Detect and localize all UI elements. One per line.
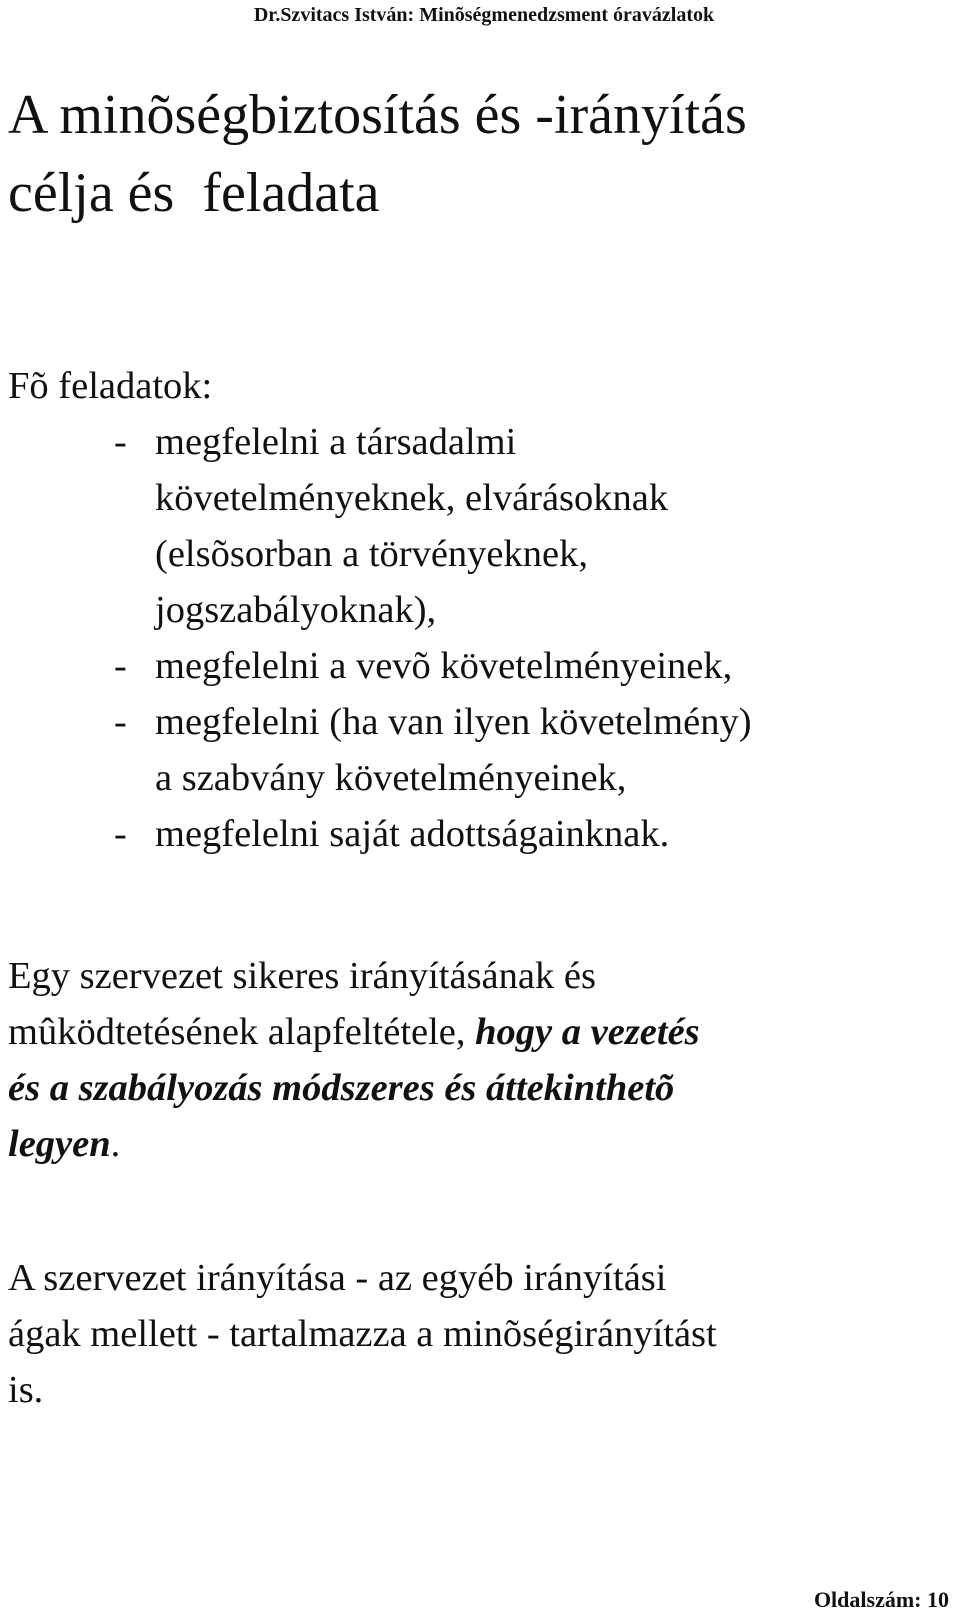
task-dash: -: [114, 701, 127, 743]
task-dash: -: [114, 645, 127, 687]
task-line: megfelelni (ha van ilyen követelmény): [155, 701, 752, 743]
main-tasks-label: Fõ feladatok:: [8, 365, 213, 407]
page-title: [8, 76, 948, 232]
paragraph-line: Egy szervezet sikeres irányításának és: [8, 955, 596, 997]
task-line: a szabvány követelményeinek,: [155, 757, 627, 799]
task-item-2: [8, 638, 948, 694]
emphasized-text: hogy a vezetés: [475, 1011, 700, 1053]
title-line-2: célja és feladata: [8, 162, 380, 224]
emphasized-text: legyen: [8, 1123, 111, 1165]
paragraph-line: ágak mellett - tartalmazza a minõségirányítást: [8, 1313, 717, 1355]
main-tasks-section: [8, 358, 948, 862]
task-line: követelményeknek, elvárásoknak: [155, 477, 669, 519]
page-number: Oldalszám: 10: [813, 1587, 949, 1612]
page-header: Dr.Szvitacs István: Minõségmenedzsment óravázlatok: [253, 4, 715, 26]
paragraph-line: is.: [8, 1369, 44, 1411]
paragraph-line: A szervezet irányítása - az egyéb irányítási: [8, 1257, 667, 1299]
task-item-3: [8, 694, 948, 806]
task-line: megfelelni a társadalmi: [155, 421, 517, 463]
emphasized-text: és a szabályozás módszeres és áttekinthetõ: [8, 1067, 675, 1109]
task-line: megfelelni a vevõ követelményeinek,: [155, 645, 733, 687]
main-tasks-list: [8, 414, 948, 862]
title-line-1: A minõségbiztosítás és -irányítás: [8, 84, 747, 146]
paragraph-organization-control: [8, 1250, 948, 1418]
task-line: megfelelni saját adottságainknak.: [155, 813, 670, 855]
task-item-1: [8, 414, 948, 638]
paragraph-line: mûködtetésének alapfeltétele,: [8, 1011, 476, 1053]
task-dash: -: [114, 813, 127, 855]
task-line: (elsõsorban a törvényeknek,: [155, 533, 588, 575]
task-item-4: [8, 806, 948, 862]
task-dash: -: [114, 421, 127, 463]
task-line: jogszabályoknak),: [155, 589, 437, 631]
paragraph-line: .: [110, 1123, 121, 1165]
paragraph-management-basis: [8, 948, 948, 1172]
